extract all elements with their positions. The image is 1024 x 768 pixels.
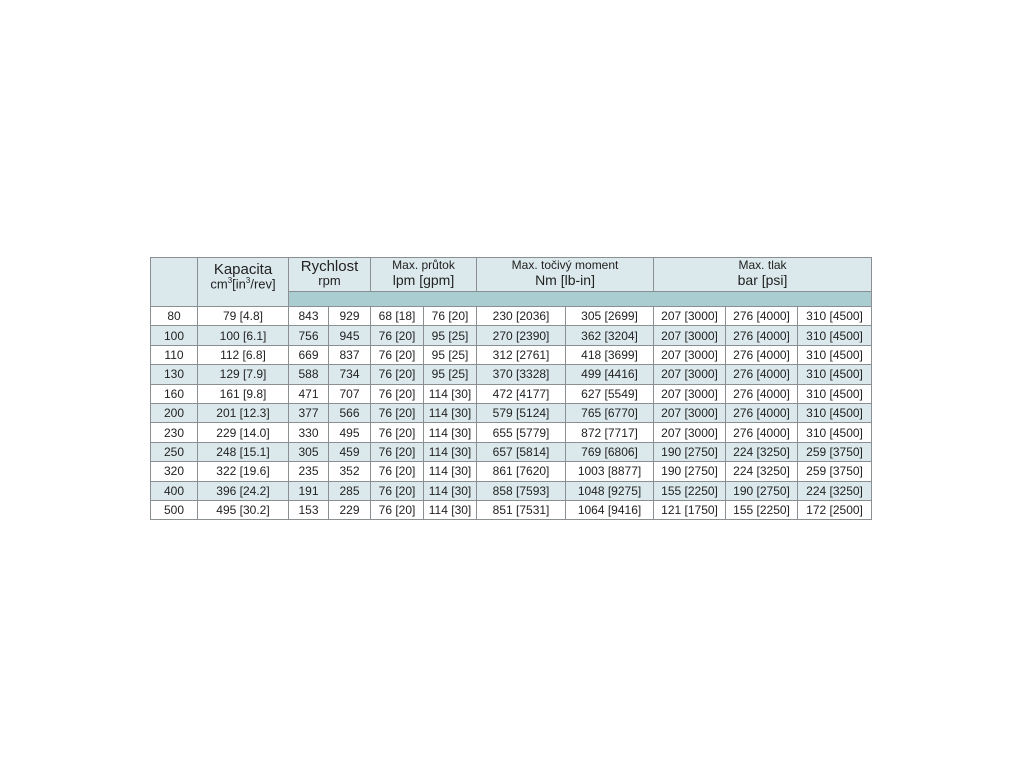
table-cell: 756: [289, 326, 329, 345]
table-cell: 657 [5814]: [477, 442, 566, 461]
table-row: [151, 365, 872, 384]
table-cell: 160: [151, 384, 198, 403]
table-cell: 155 [2250]: [654, 481, 726, 500]
capacity-title: Kapacita: [213, 261, 273, 278]
table-cell: 276 [4000]: [726, 326, 798, 345]
table-cell: 76 [20]: [371, 384, 424, 403]
table-cell: 579 [5124]: [477, 403, 566, 422]
table-cell: 1064 [9416]: [566, 500, 654, 519]
speed-unit: rpm: [318, 273, 341, 288]
table-cell: 259 [3750]: [798, 462, 872, 481]
pressure-unit: bar [psi]: [737, 272, 788, 288]
table-cell: 207 [3000]: [654, 345, 726, 364]
table-row: [151, 326, 872, 345]
header-capacity: [198, 258, 289, 307]
table-cell: 155 [2250]: [726, 500, 798, 519]
capacity-unit: [198, 277, 288, 290]
unit-part: cm: [210, 276, 228, 292]
table-cell: 76 [20]: [371, 500, 424, 519]
table-row: [151, 423, 872, 442]
table-cell: 95 [25]: [424, 345, 477, 364]
table-cell: 95 [25]: [424, 365, 477, 384]
header-speed: [289, 258, 371, 292]
table-cell: 310 [4500]: [798, 423, 872, 442]
table-cell: 566: [329, 403, 371, 422]
table-cell: 655 [5779]: [477, 423, 566, 442]
table-cell: 114 [30]: [424, 462, 477, 481]
table-row: [151, 345, 872, 364]
table-row: [151, 500, 872, 519]
table-cell: 207 [3000]: [654, 365, 726, 384]
table-cell: 495: [329, 423, 371, 442]
table-cell: 627 [5549]: [566, 384, 654, 403]
unit-part: [in: [232, 276, 246, 292]
table-cell: 322 [19.6]: [198, 462, 289, 481]
table-cell: 224 [3250]: [726, 442, 798, 461]
table-cell: 121 [1750]: [654, 500, 726, 519]
table-cell: 207 [3000]: [654, 384, 726, 403]
specs-table: [150, 257, 872, 520]
header-flow: [371, 258, 477, 292]
table-cell: 377: [289, 403, 329, 422]
table-cell: 224 [3250]: [798, 481, 872, 500]
table-cell: 1048 [9275]: [566, 481, 654, 500]
table-cell: 172 [2500]: [798, 500, 872, 519]
table-cell: 259 [3750]: [798, 442, 872, 461]
table-cell: 707: [329, 384, 371, 403]
table-cell: 276 [4000]: [726, 365, 798, 384]
table-cell: 114 [30]: [424, 442, 477, 461]
table-cell: 270 [2390]: [477, 326, 566, 345]
table-cell: 1003 [8877]: [566, 462, 654, 481]
table-cell: 396 [24.2]: [198, 481, 289, 500]
speed-title: Rychlost: [300, 258, 359, 275]
unit-sup: 3: [245, 276, 251, 285]
table-cell: 68 [18]: [371, 307, 424, 326]
table-cell: 76 [20]: [371, 481, 424, 500]
table-cell: 190 [2750]: [654, 442, 726, 461]
table-cell: 310 [4500]: [798, 307, 872, 326]
table-cell: 472 [4177]: [477, 384, 566, 403]
table-cell: 248 [15.1]: [198, 442, 289, 461]
table-cell: 76 [20]: [371, 365, 424, 384]
table-cell: 588: [289, 365, 329, 384]
table-cell: 276 [4000]: [726, 345, 798, 364]
table-cell: 276 [4000]: [726, 423, 798, 442]
table-cell: 276 [4000]: [726, 403, 798, 422]
table-cell: 200: [151, 403, 198, 422]
table-cell: 843: [289, 307, 329, 326]
table-cell: 305: [289, 442, 329, 461]
table-cell: 285: [329, 481, 371, 500]
table-cell: 76 [20]: [371, 423, 424, 442]
table-cell: 110: [151, 345, 198, 364]
table-cell: 312 [2761]: [477, 345, 566, 364]
table-cell: 114 [30]: [424, 481, 477, 500]
table-cell: 79 [4.8]: [198, 307, 289, 326]
header-torque: [477, 258, 654, 292]
table-cell: 276 [4000]: [726, 384, 798, 403]
table-cell: 352: [329, 462, 371, 481]
table-cell: 76 [20]: [424, 307, 477, 326]
unit-part: /rev]: [250, 276, 276, 292]
table-cell: 669: [289, 345, 329, 364]
unit-sup: 3: [227, 276, 233, 285]
table-cell: 851 [7531]: [477, 500, 566, 519]
table-cell: 112 [6.8]: [198, 345, 289, 364]
table-cell: 230 [2036]: [477, 307, 566, 326]
table-cell: 76 [20]: [371, 442, 424, 461]
table-cell: 310 [4500]: [798, 326, 872, 345]
table-cell: 310 [4500]: [798, 403, 872, 422]
table-cell: 95 [25]: [424, 326, 477, 345]
table-cell: 100 [6.1]: [198, 326, 289, 345]
table-row: [151, 403, 872, 422]
table-cell: 418 [3699]: [566, 345, 654, 364]
pressure-title: Max. tlak: [738, 258, 787, 272]
table-cell: 500: [151, 500, 198, 519]
table-cell: 769 [6806]: [566, 442, 654, 461]
table-cell: 207 [3000]: [654, 307, 726, 326]
table-cell: 945: [329, 326, 371, 345]
torque-unit: Nm [lb-in]: [535, 272, 595, 288]
table-row: [151, 462, 872, 481]
table-cell: 734: [329, 365, 371, 384]
table-cell: 76 [20]: [371, 403, 424, 422]
table-cell: 235: [289, 462, 329, 481]
table-cell: 153: [289, 500, 329, 519]
table-row: [151, 481, 872, 500]
table-cell: 100: [151, 326, 198, 345]
table-cell: 80: [151, 307, 198, 326]
table-cell: 872 [7717]: [566, 423, 654, 442]
table-cell: 837: [329, 345, 371, 364]
table-cell: 130: [151, 365, 198, 384]
table-cell: 310 [4500]: [798, 384, 872, 403]
table-cell: 129 [7.9]: [198, 365, 289, 384]
table-cell: 190 [2750]: [726, 481, 798, 500]
table-cell: 230: [151, 423, 198, 442]
table-cell: 191: [289, 481, 329, 500]
table-cell: 861 [7620]: [477, 462, 566, 481]
table-cell: 207 [3000]: [654, 423, 726, 442]
table-cell: 76 [20]: [371, 462, 424, 481]
torque-title: Max. točivý moment: [511, 258, 619, 272]
flow-title: Max. průtok: [392, 258, 455, 272]
table-cell: 76 [20]: [371, 326, 424, 345]
table-cell: 499 [4416]: [566, 365, 654, 384]
table-cell: 207 [3000]: [654, 403, 726, 422]
table-cell: 858 [7593]: [477, 481, 566, 500]
table-cell: 471: [289, 384, 329, 403]
table-cell: 276 [4000]: [726, 307, 798, 326]
table-cell: 929: [329, 307, 371, 326]
table-cell: 310 [4500]: [798, 345, 872, 364]
table-cell: 400: [151, 481, 198, 500]
table-cell: 190 [2750]: [654, 462, 726, 481]
table-row: [151, 307, 872, 326]
header-pressure: [654, 258, 872, 292]
table-cell: 114 [30]: [424, 403, 477, 422]
table-cell: 114 [30]: [424, 500, 477, 519]
table-cell: 310 [4500]: [798, 365, 872, 384]
table-cell: 207 [3000]: [654, 326, 726, 345]
table-row: [151, 442, 872, 461]
header-blank: [151, 258, 198, 307]
table-cell: 76 [20]: [371, 345, 424, 364]
table-cell: 362 [3204]: [566, 326, 654, 345]
header-band: [289, 292, 872, 307]
table-cell: 330: [289, 423, 329, 442]
table-cell: 201 [12.3]: [198, 403, 289, 422]
table-cell: 250: [151, 442, 198, 461]
table-cell: 114 [30]: [424, 423, 477, 442]
table-cell: 161 [9.8]: [198, 384, 289, 403]
table-row: [151, 384, 872, 403]
table-cell: 459: [329, 442, 371, 461]
table-cell: 320: [151, 462, 198, 481]
table-cell: 114 [30]: [424, 384, 477, 403]
table-cell: 495 [30.2]: [198, 500, 289, 519]
table-cell: 370 [3328]: [477, 365, 566, 384]
table-cell: 229 [14.0]: [198, 423, 289, 442]
flow-unit: lpm [gpm]: [392, 272, 455, 288]
table-cell: 305 [2699]: [566, 307, 654, 326]
table-cell: 229: [329, 500, 371, 519]
table-cell: 224 [3250]: [726, 462, 798, 481]
table-cell: 765 [6770]: [566, 403, 654, 422]
